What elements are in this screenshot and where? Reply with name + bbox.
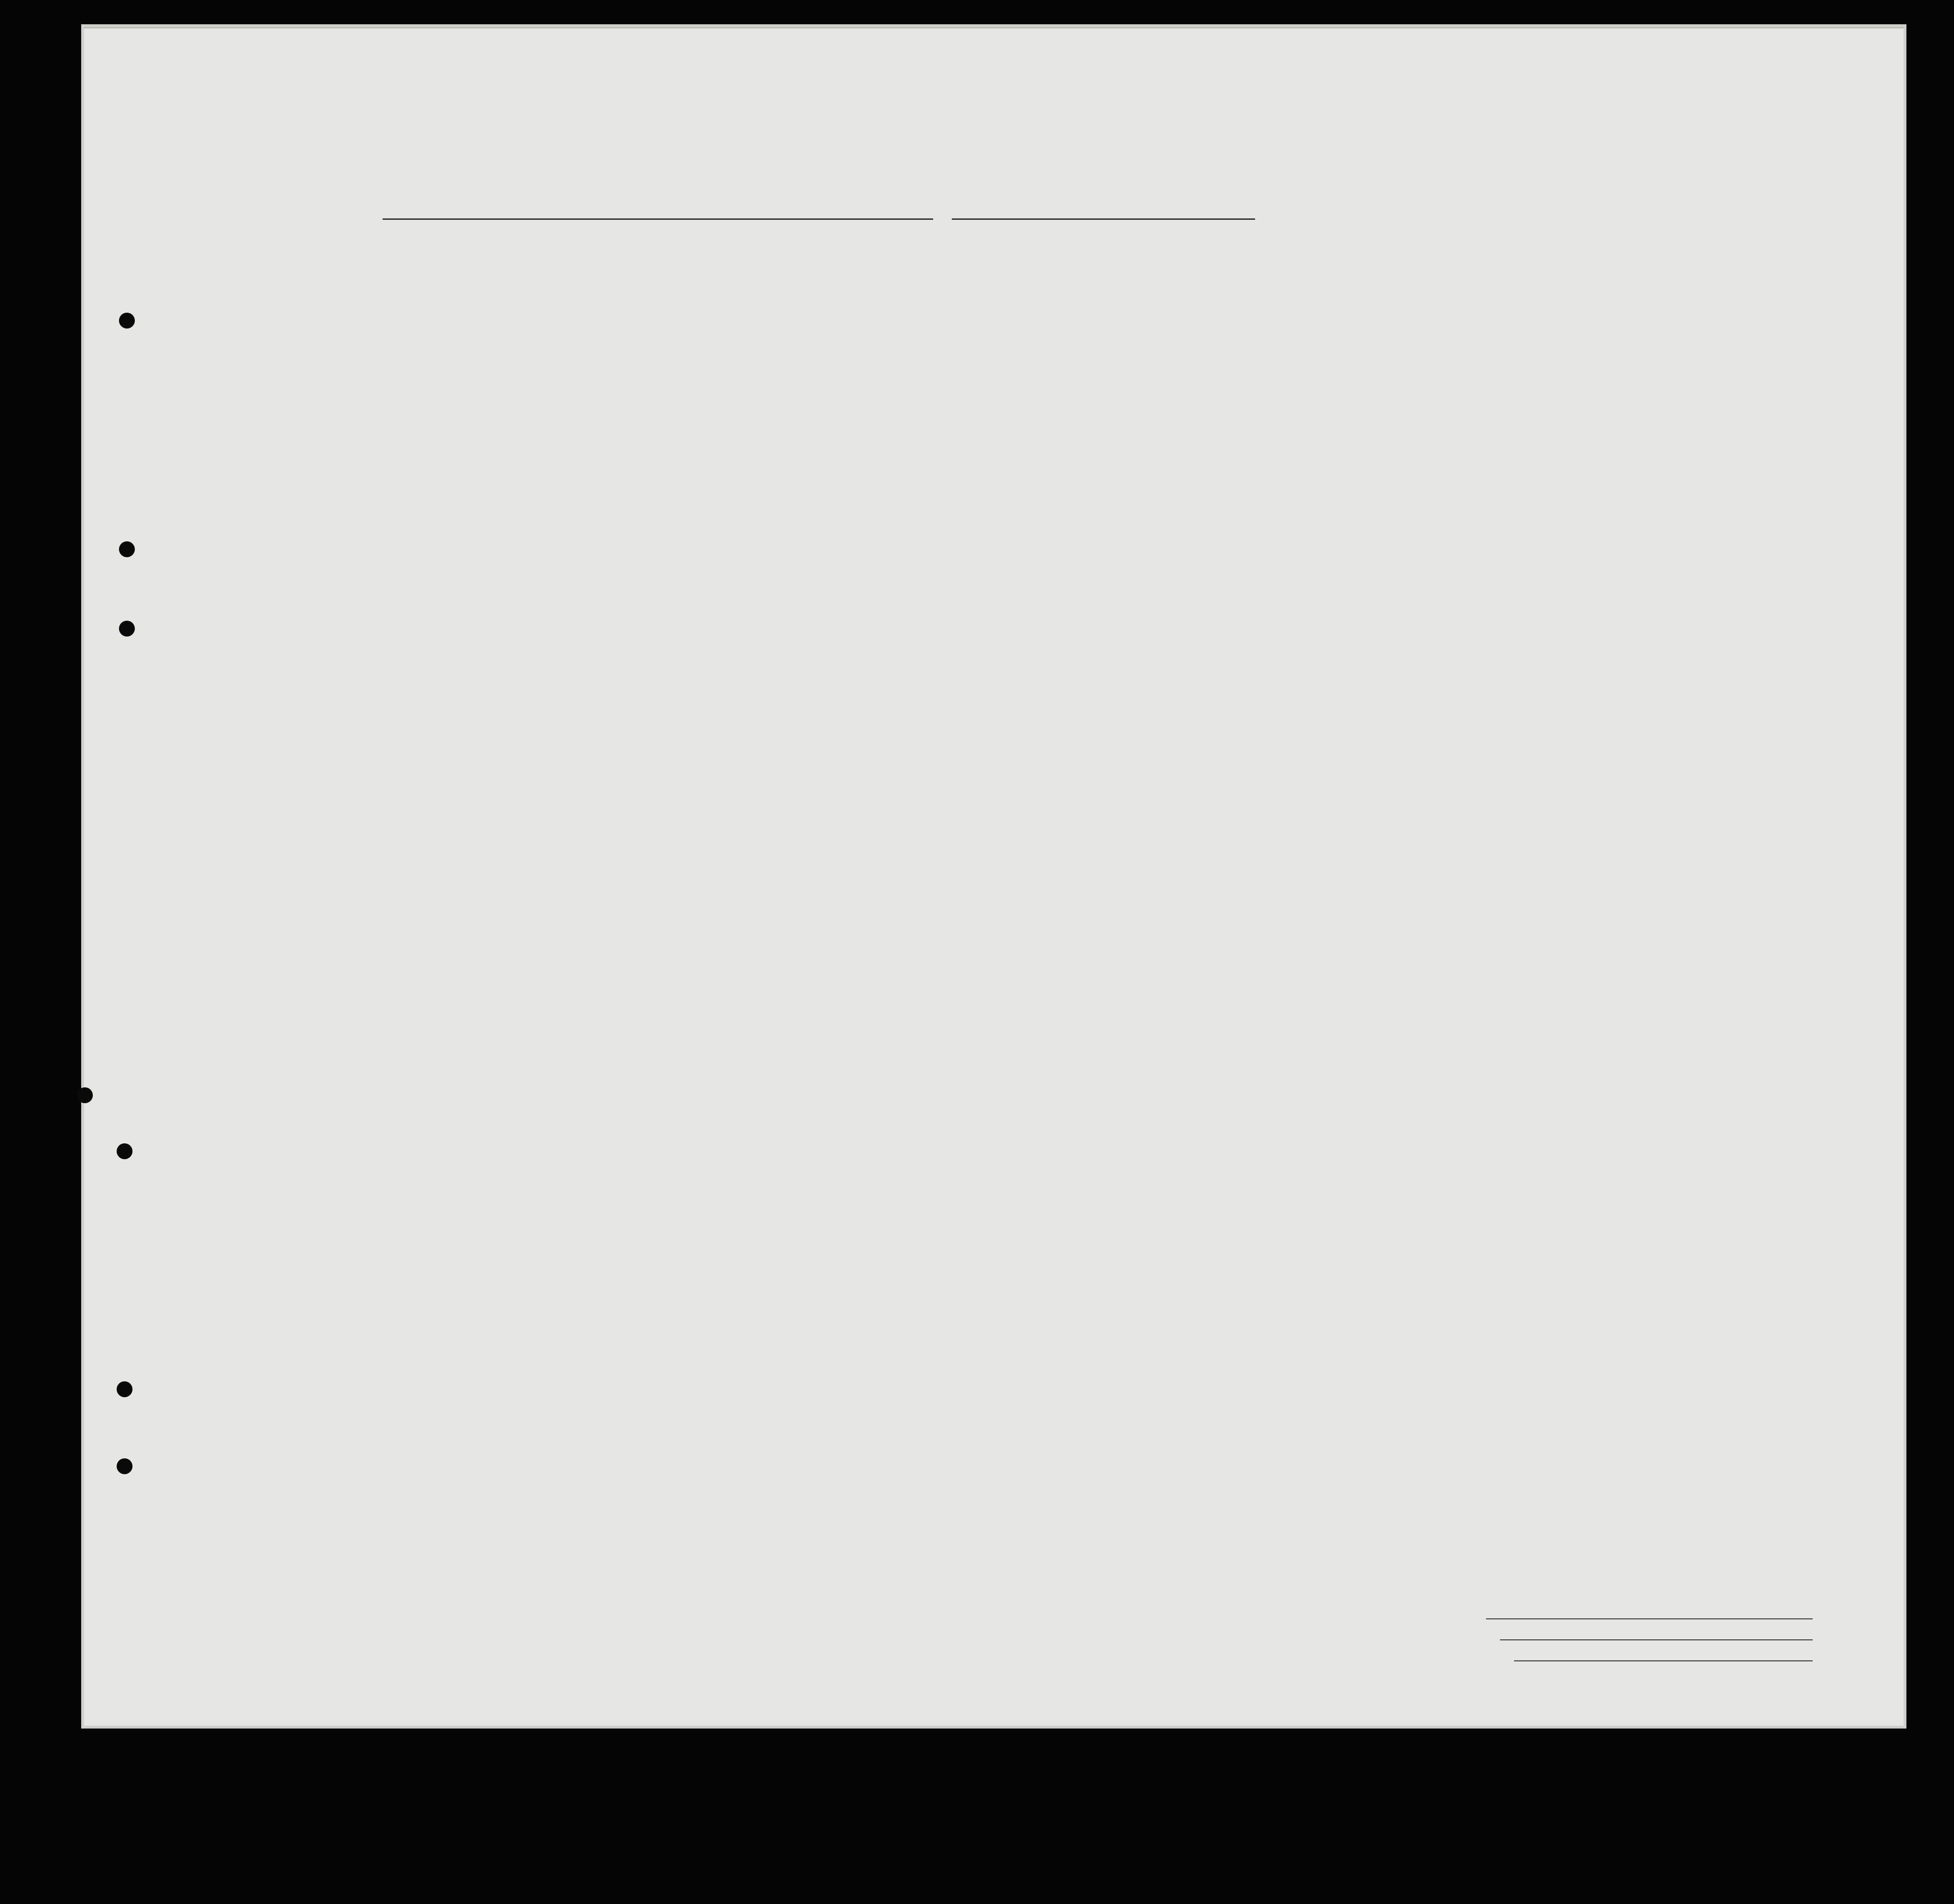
- footer-line-rule: [1486, 1618, 1813, 1619]
- binder-hole: [119, 313, 135, 329]
- port-line: [383, 218, 933, 220]
- binder-hole: [117, 1458, 133, 1474]
- binder-hole: [117, 1143, 133, 1159]
- binder-hole: [77, 1087, 93, 1103]
- manifest-grid: [152, 242, 1892, 1642]
- binder-hole: [119, 621, 135, 637]
- footer-agents-rule: [1514, 1660, 1813, 1661]
- binder-hole: [119, 541, 135, 557]
- footer-owners-rule: [1500, 1639, 1813, 1640]
- date-line: [952, 218, 1255, 220]
- page-subtitle: [159, 149, 1698, 165]
- sheet-edge: [84, 27, 1904, 28]
- binder-hole: [117, 1381, 133, 1397]
- manifest-sheet: [84, 27, 1904, 1726]
